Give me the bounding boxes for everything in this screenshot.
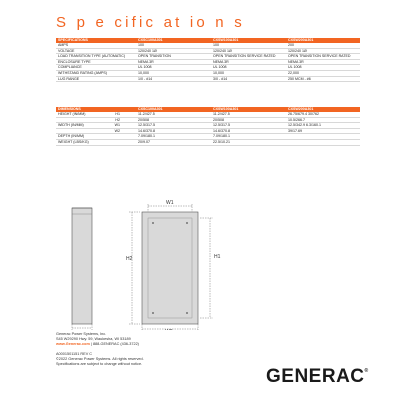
phone-number: | 888-GENERAC (436-3722) [89, 342, 139, 347]
table-cell: NEMA 3R [286, 59, 360, 65]
column-header: CXSC100A301 [136, 107, 211, 112]
h1-label: H1 [214, 254, 221, 260]
table-cell: 3/0 - #14 [211, 76, 286, 82]
column-header: CXSW200A301 [286, 38, 360, 43]
dimension-diagram [56, 200, 256, 330]
table-cell: 7.09/180.1 [211, 134, 286, 140]
table-cell: 20/508 [211, 117, 286, 123]
table-cell: 14.6/370.8 [211, 128, 286, 134]
table-cell: LUG RANGE [56, 76, 136, 82]
h2-label: H2 [126, 256, 133, 262]
website-link[interactable]: www.Generac.com [56, 342, 90, 347]
table-cell [56, 139, 136, 145]
w1-label: W1 [166, 200, 174, 206]
dimension-label: HEIGHT (IN/MM) [58, 112, 86, 117]
company-address: S45 W29290 Hwy. 59, Waukesha, WI 53189 [56, 337, 131, 342]
column-header: CXSC100A301 [136, 38, 211, 43]
document-number: A0001501151 REV C [56, 352, 93, 356]
table-cell: VOLTAGE [56, 48, 136, 54]
company-name: Generac Power Systems, Inc. [56, 332, 107, 336]
table-cell: 22.5/10.21 [211, 139, 286, 145]
table-cell: UL 1008 [211, 65, 286, 71]
document-info-block [56, 352, 144, 368]
logo-text: GENERAC [266, 366, 365, 387]
table-cell: 12.5/317.5 [211, 123, 286, 129]
dimension-sublabel: W1 [114, 123, 120, 128]
table-cell: 26.75/679.4 30/762 [286, 112, 360, 117]
table-cell: 12.5/342.9 6.3/160.1 [286, 123, 360, 129]
table-cell: LOAD TRANSITION TYPE (AUTOMATIC) [56, 54, 136, 60]
disclaimer: Specifications are subject to change without notice. [56, 362, 143, 367]
column-header: SPECIFICATIONS [56, 38, 136, 43]
h1-dimension-line [200, 218, 221, 318]
table-cell: 120/240 1Ø [136, 48, 211, 54]
table-cell: NEMA 3R [136, 59, 211, 65]
table-cell: 10,000 [211, 70, 286, 76]
table-cell: 14.6/370.8 [136, 128, 211, 134]
table-cell: 39/17.69 [286, 128, 360, 134]
table-cell: 12.5/317.5 [136, 123, 211, 129]
front-view-enclosure [142, 212, 198, 324]
table-cell: 11.2/427.5 [211, 112, 286, 117]
column-header: CXSW100A301 [211, 38, 286, 43]
table-cell: ENCLOSURE TYPE [56, 59, 136, 65]
generac-logo [266, 366, 369, 388]
dimension-sublabel: W2 [114, 128, 120, 133]
dimension-label: DEPTH (IN/MM) [58, 134, 85, 139]
table-cell: 1/0 - #14 [136, 76, 211, 82]
side-view-enclosure [72, 208, 92, 324]
depth-label [70, 329, 85, 330]
table-cell: OPEN TRANSITION SERVICE RATED [286, 54, 360, 60]
dimensions-table [56, 107, 360, 146]
table-cell: COMPLIANCE [56, 65, 136, 71]
table-cell [286, 139, 360, 145]
table-cell: 100 [211, 43, 286, 48]
table-cell: 11.2/427.5 [136, 112, 211, 117]
table-cell: AMPS [56, 43, 136, 48]
table-cell: 22,000 [286, 70, 360, 76]
page-title: S p e cific at io n s [56, 14, 245, 31]
registered-mark: ® [364, 368, 369, 374]
table-cell: 100 [136, 43, 211, 48]
table-cell: OPEN TRANSITION SERVICE RATED [211, 54, 286, 60]
column-header: CXSW200A301 [286, 107, 360, 112]
company-address-block [56, 332, 139, 348]
table-cell: 10.5/266.7 [286, 117, 360, 123]
table-row [56, 139, 360, 145]
table-cell: UL 1008 [286, 65, 360, 71]
table-cell: 120/240 1Ø [286, 48, 360, 54]
table-cell: 20/9.07 [136, 139, 211, 145]
table-cell: 200 [286, 43, 360, 48]
table-row [56, 76, 360, 82]
dimension-sublabel: H2 [115, 117, 120, 122]
column-header: CXSW100A301 [211, 107, 286, 112]
copyright-notice: ©2022 Generac Power Systems. All rights reserved. [56, 357, 144, 362]
table-cell: 120/240 1Ø [211, 48, 286, 54]
table-cell: UL 1008 [136, 65, 211, 71]
w2-label [165, 329, 173, 330]
depth-dimension-line [70, 324, 92, 330]
column-header: DIMENSIONS [56, 107, 136, 112]
table-cell: NEMA 3R [211, 59, 286, 65]
table-cell: 250 MCM - #6 [286, 76, 360, 82]
table-cell: OPEN TRANSITION [136, 54, 211, 60]
table-cell: 10,000 [136, 70, 211, 76]
dimension-sublabel: H1 [115, 112, 120, 117]
table-cell: 20/508 [136, 117, 211, 123]
w1-dimension-line [148, 200, 192, 212]
h2-dimension-line [126, 212, 140, 324]
table-cell: WITHSTAND RATING (AMPS) [56, 70, 136, 76]
dimension-label: WEIGHT (LBS/KG) [58, 140, 89, 145]
contact-line [56, 342, 139, 347]
specifications-table [56, 38, 360, 82]
w2-dimension-line [142, 324, 198, 330]
dimension-label: WIDTH (IN/MM) [58, 123, 84, 128]
table-cell: 7.09/180.1 [136, 134, 211, 140]
